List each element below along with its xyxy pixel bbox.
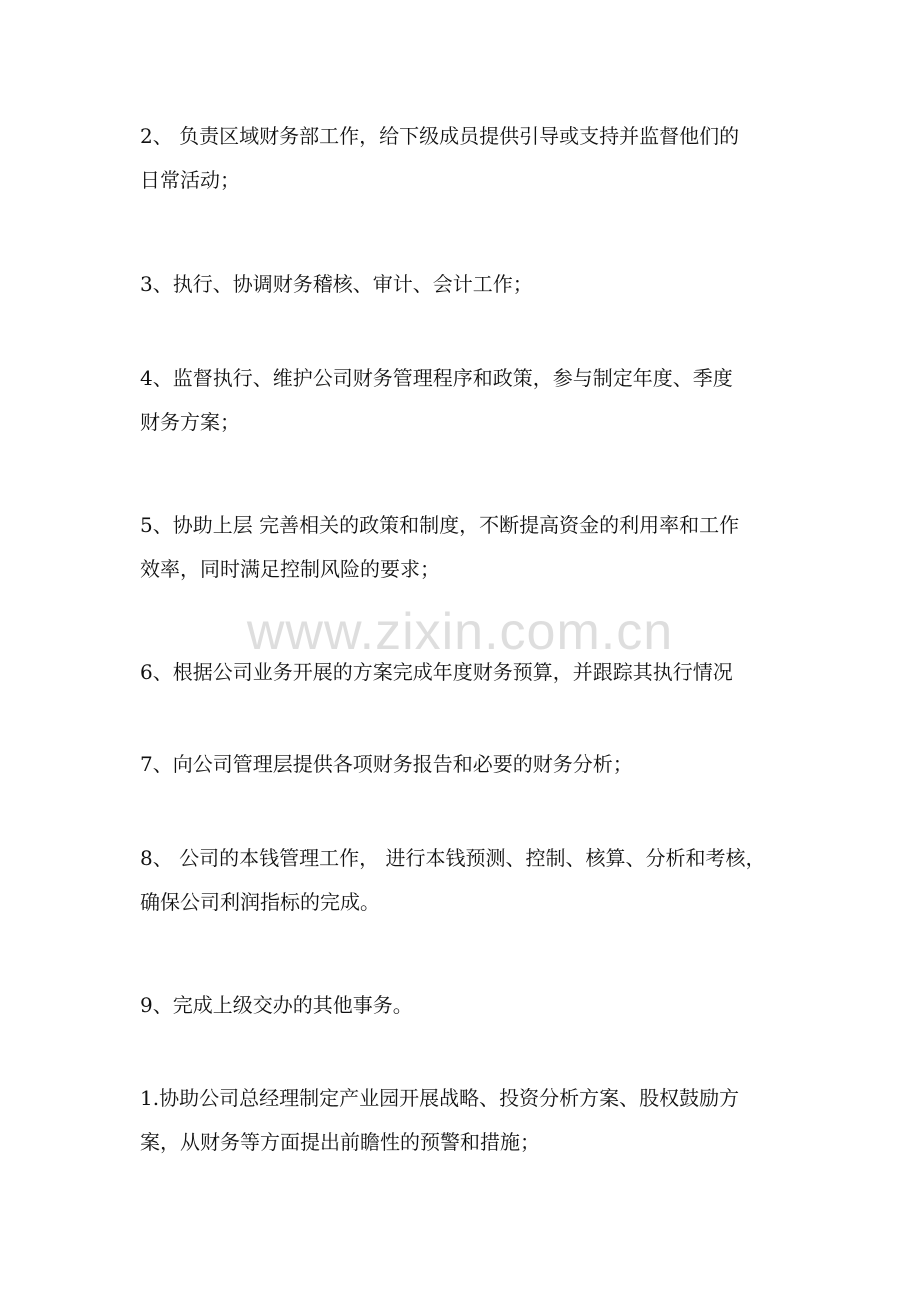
paragraph-line: 2、 负责区域财务部工作，给下级成员提供引导或支持并监督他们的 [140, 124, 740, 148]
paragraph-line: 效率，同时满足控制风险的要求； [140, 557, 440, 581]
paragraph-line: 6、根据公司业务开展的方案完成年度财务预算，并跟踪其执行情况 [140, 660, 733, 684]
paragraph-line: 1.协助公司总经理制定产业园开展战略、投资分析方案、股权鼓励方 [140, 1086, 740, 1110]
paragraph-item-7 [140, 742, 790, 786]
paragraph-item-9 [140, 983, 790, 1027]
paragraph-line: 案，从财务等方面提出前瞻性的预警和措施； [140, 1130, 540, 1154]
paragraph-line: 4、监督执行、维护公司财务管理程序和政策，参与制定年度、季度 [140, 366, 733, 390]
paragraph-item-3 [140, 262, 790, 306]
paragraph-line: 确保公司利润指标的完成。 [140, 890, 380, 914]
paragraph-line: 9、完成上级交办的其他事务。 [140, 993, 413, 1017]
paragraph-item-6 [140, 650, 790, 694]
paragraph-line: 3、执行、协调财务稽核、审计、会计工作； [140, 272, 533, 296]
paragraph-line: 7、向公司管理层提供各项财务报告和必要的财务分析； [140, 752, 633, 776]
paragraph-item-4 [140, 356, 790, 444]
paragraph-item-2 [140, 114, 790, 202]
paragraph-line: 5、协助上层 完善相关的政策和制度，不断提高资金的利用率和工作 [140, 513, 740, 537]
paragraph-item-1 [140, 1076, 790, 1164]
paragraph-item-8 [140, 836, 790, 924]
paragraph-item-5 [140, 503, 790, 591]
paragraph-line: 8、 公司的本钱管理工作， 进行本钱预测、控制、核算、分析和考核， [140, 846, 766, 870]
paragraph-line: 日常活动； [140, 168, 240, 192]
site-watermark: www.zixin.com.cn [246, 603, 674, 661]
paragraph-line: 财务方案； [140, 410, 240, 434]
